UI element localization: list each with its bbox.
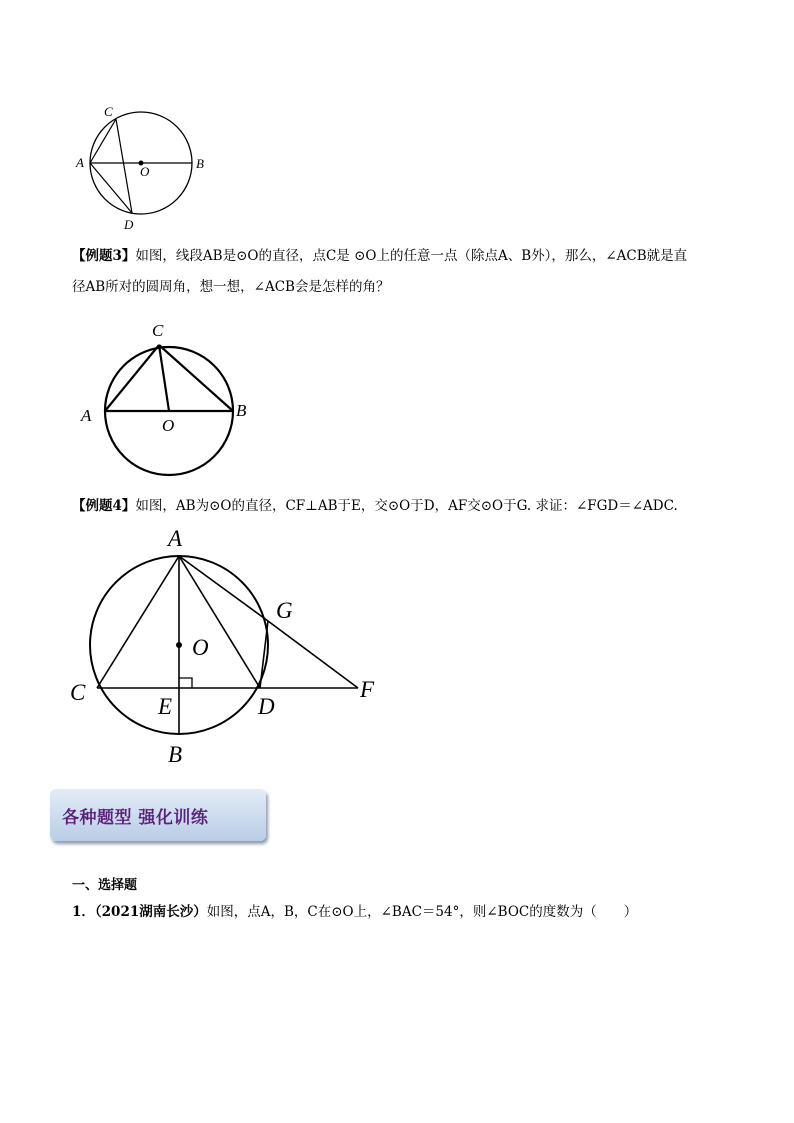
figure-2-label-c: C (152, 321, 164, 340)
figure-3-right-angle-mark (179, 678, 192, 688)
figure-3-label-f: F (360, 677, 375, 702)
example-4-text: 如图，AB为⊙O的直径，CF⊥AB于E，交⊙O于D，AF交⊙O于G. 求证：∠FGD＝∠ADC. (135, 498, 678, 514)
question-1 (72, 902, 637, 922)
figure-3-label-o: O (192, 635, 209, 660)
figure-1-label-b: B (196, 156, 204, 171)
figure-2-label-b: B (236, 401, 247, 420)
figure-3-label-g: G (276, 598, 293, 623)
question-1-source: （2021湖南长沙） (94, 904, 207, 920)
figure-3-line-gf (268, 621, 358, 688)
figure-3-center-dot (176, 642, 182, 648)
figure-3-label-c: C (70, 680, 86, 705)
figure-3-label-d: D (258, 694, 275, 719)
example-4-tag: 【例题4】 (72, 498, 136, 514)
figure-2-label-o: O (162, 416, 175, 435)
figure-3-line-ac (97, 556, 179, 688)
figure-1-label-o: O (140, 164, 150, 179)
section-heading: 一、选择题 (72, 878, 138, 893)
figure-3-label-a: A (168, 526, 183, 551)
figure-3-label-b: B (168, 742, 183, 767)
figure-1-label-a: A (76, 155, 84, 170)
example-3-line-2: 径AB所对的圆周角，想一想，∠ACB会是怎样的角？ (72, 279, 390, 295)
figure-1-label-c: C (104, 104, 113, 119)
question-1-text: 如图，点A，B，C在⊙O上，∠BAC＝54°，则∠BOC的度数为（ ） (206, 904, 638, 920)
section-banner (50, 789, 266, 841)
figure-2-label-a: A (81, 406, 92, 425)
example-3-tag: 【例题3】 (72, 248, 136, 264)
figure-3-label-e: E (158, 694, 173, 719)
figure-1-label-d: D (124, 217, 134, 232)
example-3-text-1: 如图，线段AB是⊙O的直径，点C是 ⊙O上的任意一点（除点A、B外），那么，∠ACB就是直 (135, 248, 688, 264)
section-banner-title: 各种题型 强化训练 (62, 808, 209, 828)
figure-3-line-ad (179, 556, 260, 688)
figure-3-line-ag (179, 556, 268, 621)
question-1-number: 1． (72, 904, 95, 920)
